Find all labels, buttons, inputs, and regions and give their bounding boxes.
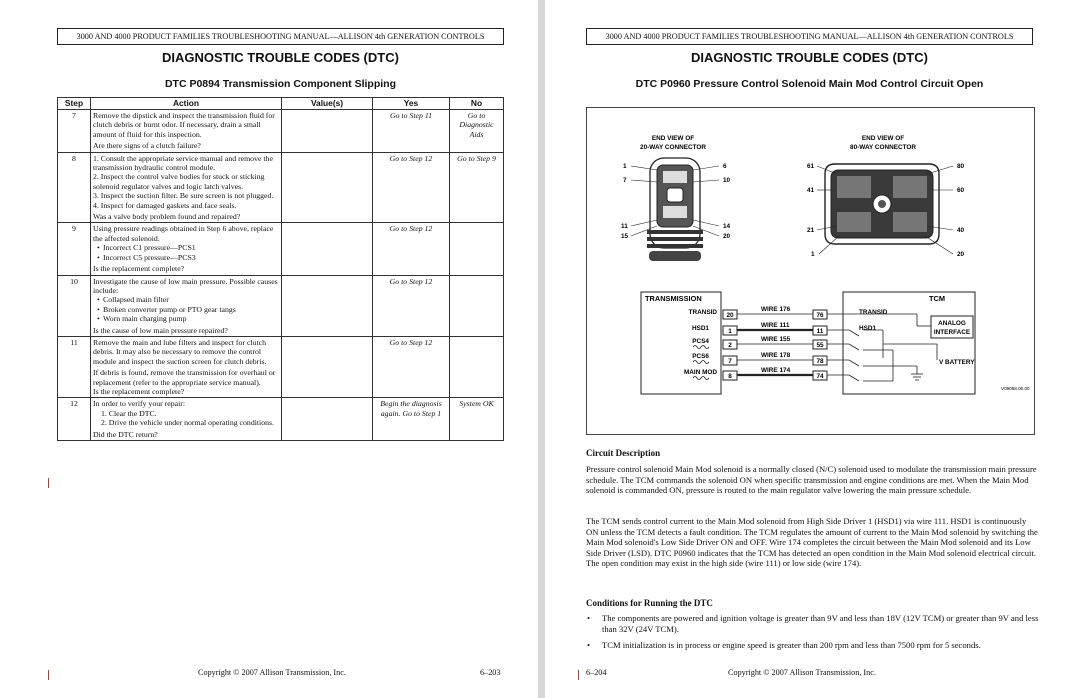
- dtc-subtitle: DTC P0960 Pressure Control Solenoid Main Mod Control Circuit Open: [635, 78, 984, 90]
- action-text: Remove the main and lube filters and inspect for clutch debris. It may also be necessary to remove the control module and inspect the suction screen for clutch debris.: [93, 337, 267, 366]
- action-bullet: • Incorrect C5 pressure—PCS3: [93, 253, 279, 262]
- wire-label: WIRE 176: [761, 306, 791, 313]
- table-row: [58, 110, 504, 153]
- action-text: In order to verify your repair:: [93, 399, 186, 409]
- conn80-label-line1: END VIEW OF: [861, 135, 905, 142]
- change-bar: [48, 478, 49, 488]
- trans-pin: 20: [726, 312, 734, 319]
- pin-label: 60: [957, 187, 965, 194]
- pin-label: 20: [723, 233, 731, 240]
- trans-pin: 7: [728, 358, 732, 365]
- wire-label: WIRE 174: [761, 367, 791, 374]
- wire-label: WIRE 111: [761, 322, 790, 329]
- no-cell: Go to Step 9: [450, 152, 504, 223]
- values-cell: [282, 223, 373, 275]
- action-cell: [91, 152, 282, 223]
- action-bullet: • Collapsed main filter: [93, 295, 279, 304]
- no-cell: [450, 223, 504, 275]
- values-cell: [282, 398, 373, 441]
- action-cell: [91, 336, 282, 397]
- yes-cell: Go to Step 11: [373, 110, 450, 153]
- transmission-box: [641, 292, 721, 394]
- change-bar: [48, 670, 49, 680]
- footer-copyright: Copyright © 2007 Allison Transmission, Inc.: [728, 668, 876, 677]
- col-yes-header: Yes: [373, 98, 450, 110]
- col-step-header: Step: [58, 98, 91, 110]
- pin-label: 40: [957, 227, 965, 234]
- action-question: Is the replacement complete?: [93, 264, 185, 274]
- wire-label: WIRE 155: [761, 336, 791, 343]
- wiring-diagram-figure: [586, 107, 1035, 435]
- conditions-bullet: • TCM initialization is in process or engine speed is greater than 200 rpm and less than 7500 rpm for 5 seconds.: [586, 640, 1048, 651]
- action-text: 1. Consult the appropriate service manual and remove the transmission hydraulic control module.: [93, 153, 273, 173]
- step-number: 12: [58, 398, 91, 441]
- circuit-description-heading: Circuit Description: [586, 448, 661, 458]
- trans-signal-label: TRANSID: [688, 309, 717, 316]
- tcm-signal-label: HSD1: [859, 325, 877, 332]
- left-manual-page: [0, 0, 538, 698]
- trans-signal-label: HSD1: [691, 325, 709, 332]
- no-cell: System OK: [450, 398, 504, 441]
- yes-cell: Begin the diagnosis again. Go to Step 1: [373, 398, 450, 441]
- tcm-pin: 55: [816, 342, 824, 349]
- table-row: [58, 223, 504, 275]
- tcm-pin: 78: [816, 358, 824, 365]
- step-number: 10: [58, 275, 91, 336]
- action-text: 4. Inspect for damaged gaskets and face seals.: [93, 200, 237, 210]
- footer-page-number: 6–204: [586, 668, 607, 677]
- values-cell: [282, 336, 373, 397]
- action-text: If debris is found, remove the transmission for overhaul or replacement (refer to the appropriate service manual).: [93, 368, 276, 387]
- no-cell: [450, 336, 504, 397]
- running-header: 3000 AND 4000 PRODUCT FAMILIES TROUBLESHOOTING MANUAL—ALLISON 4th GENERATION CONTROLS: [586, 28, 1033, 45]
- action-question: Did the DTC return?: [93, 429, 158, 439]
- action-cell: [91, 398, 282, 441]
- connector-80-way: [825, 164, 939, 244]
- pin-label: 80: [957, 163, 965, 170]
- analog-interface-label: INTERFACE: [933, 329, 971, 336]
- values-cell: [282, 275, 373, 336]
- pin-label: 20: [957, 251, 965, 258]
- troubleshooting-table: [57, 97, 504, 441]
- yes-cell: Go to Step 12: [373, 152, 450, 223]
- action-text: Investigate the cause of low main pressure. Possible causes include:: [93, 276, 278, 295]
- yes-cell: Go to Step 12: [373, 223, 450, 275]
- col-no-header: No: [450, 98, 504, 110]
- table-header-row: [58, 98, 504, 110]
- action-cell: [91, 110, 282, 153]
- action-question: Are there signs of a clutch failure?: [93, 141, 201, 151]
- action-text: 2. Drive the vehicle under normal operating conditions.: [101, 418, 274, 428]
- action-bullet: • Broken converter pump or PTO gear tangs: [93, 305, 279, 314]
- trans-signal-label: PCS6: [692, 353, 709, 360]
- pin-label: 41: [807, 187, 815, 194]
- col-values-header: Value(s): [282, 98, 373, 110]
- tcm-pin: 76: [816, 312, 824, 319]
- table-row: [58, 275, 504, 336]
- pin-label: 1: [623, 163, 627, 170]
- table-row: [58, 398, 504, 441]
- action-text: Remove the dipstick and inspect the transmission fluid for clutch debris or burnt odor. If necessary, drain a small amount of fluid for this inspection.: [93, 111, 275, 139]
- step-number: 11: [58, 336, 91, 397]
- conn20-label-line2: 20-WAY CONNECTOR: [640, 144, 706, 151]
- action-text: 1. Clear the DTC.: [101, 408, 157, 418]
- yes-cell: Go to Step 12: [373, 336, 450, 397]
- action-cell: [91, 223, 282, 275]
- circuit-description-p1: Pressure control solenoid Main Mod solenoid is a normally closed (N/C) solenoid used to modulate the transmission main pressure schedule. The TCM commands the solenoid ON when specific transmission and engine conditions are met. When the Main Mod solenoid is commanded ON, pressure is routed to the main regulator valve lowering the main pressure schedule.: [586, 464, 1037, 496]
- dtc-subtitle: DTC P0894 Transmission Component Slipping: [164, 78, 397, 90]
- conn80-label-line2: 80-WAY CONNECTOR: [850, 144, 916, 151]
- table-row: [58, 336, 504, 397]
- analog-interface-label: ANALOG: [938, 320, 966, 327]
- tcm-pin: 11: [816, 328, 824, 335]
- trans-pin: 8: [728, 373, 732, 380]
- col-action-header: Action: [91, 98, 282, 110]
- tcm-signal-label: TRANSID: [859, 309, 888, 316]
- footer-copyright: Copyright © 2007 Allison Transmission, Inc.: [198, 668, 346, 677]
- action-text: Using pressure readings obtained in Step 6 above, replace the affected solenoid.: [93, 224, 274, 243]
- values-cell: [282, 152, 373, 223]
- pin-label: 15: [621, 233, 629, 240]
- tcm-box: [843, 292, 975, 394]
- action-question: Was a valve body problem found and repaired?: [93, 212, 241, 222]
- conditions-bullet: • The components are powered and ignition voltage is greater than 9V and less than 18V (12V TCM) or greater than 9V and less than 32V (24V TCM).: [586, 613, 1048, 634]
- trans-pin: 2: [728, 342, 732, 349]
- step-number: 7: [58, 110, 91, 153]
- wiring-diagram: [587, 108, 1034, 434]
- pin-label: 61: [807, 163, 815, 170]
- pin-label: 1: [811, 251, 815, 258]
- tcm-pin: 74: [816, 373, 824, 380]
- pin-label: 14: [723, 223, 731, 230]
- conditions-heading: Conditions for Running the DTC: [586, 598, 713, 608]
- pin-label: 7: [623, 177, 627, 184]
- action-bullet: • Incorrect C1 pressure—PCS1: [93, 243, 279, 252]
- wire-label: WIRE 178: [761, 352, 791, 359]
- trans-signal-label: MAIN MOD: [683, 369, 717, 376]
- connector-20-way: [647, 158, 703, 261]
- no-cell: Go to Diagnostic Aids: [450, 110, 504, 153]
- change-bar: [578, 670, 579, 680]
- figure-id: V09058.00.00: [1001, 386, 1030, 391]
- section-title: DIAGNOSTIC TROUBLE CODES (DTC): [162, 50, 399, 65]
- action-question: Is the cause of low main pressure repaired?: [93, 325, 228, 335]
- conn20-label-line1: END VIEW OF: [651, 135, 695, 142]
- action-bullet: • Worn main charging pump: [93, 314, 279, 323]
- values-cell: [282, 110, 373, 153]
- v-battery-label: V BATTERY: [939, 359, 975, 366]
- trans-pin: 1: [728, 328, 732, 335]
- yes-cell: Go to Step 12: [373, 275, 450, 336]
- action-text: 3. Inspect the suction filter. Be sure screen is not plugged.: [93, 191, 274, 201]
- transmission-label: TRANSMISSION: [645, 294, 702, 303]
- step-number: 8: [58, 152, 91, 223]
- section-title: DIAGNOSTIC TROUBLE CODES (DTC): [691, 50, 928, 65]
- tcm-label: TCM: [929, 294, 946, 303]
- pin-label: 11: [621, 223, 628, 230]
- action-text: 2. Inspect the control valve bodies for stuck or sticking solenoid regulator valves and logic latch valves.: [93, 172, 265, 191]
- action-question: Is the replacement complete?: [93, 386, 185, 396]
- action-cell: [91, 275, 282, 336]
- footer-page-number: 6–203: [480, 668, 501, 677]
- table-row: [58, 152, 504, 223]
- pin-label: 10: [723, 177, 731, 184]
- pin-label: 6: [723, 163, 727, 170]
- pin-label: 21: [807, 227, 815, 234]
- no-cell: [450, 275, 504, 336]
- trans-signal-label: PCS4: [692, 338, 709, 345]
- running-header: 3000 AND 4000 PRODUCT FAMILIES TROUBLESHOOTING MANUAL—ALLISON 4th GENERATION CONTROLS: [57, 28, 504, 45]
- circuit-description-p2: The TCM sends control current to the Main Mod solenoid from High Side Driver 1 (HSD1) via wire 111. HSD1 is continuously ON unless the TCM detects a fault condition. The TCM regulates the amount of current to the Main Mod solenoid by switching the Main Mod solenoid's Low Side Driver ON and OFF. Wire 174 completes the circuit between the Main Mod solenoid and its Low Side Driver (LSD). DTC P0960 indicates that the TCM has detected an open condition in the Main Mod solenoid electrical circuit. The open condition may exist in the high side (wire 111) or low side (wire 174).: [586, 516, 1038, 569]
- right-manual-page: [545, 0, 1083, 698]
- step-number: 9: [58, 223, 91, 275]
